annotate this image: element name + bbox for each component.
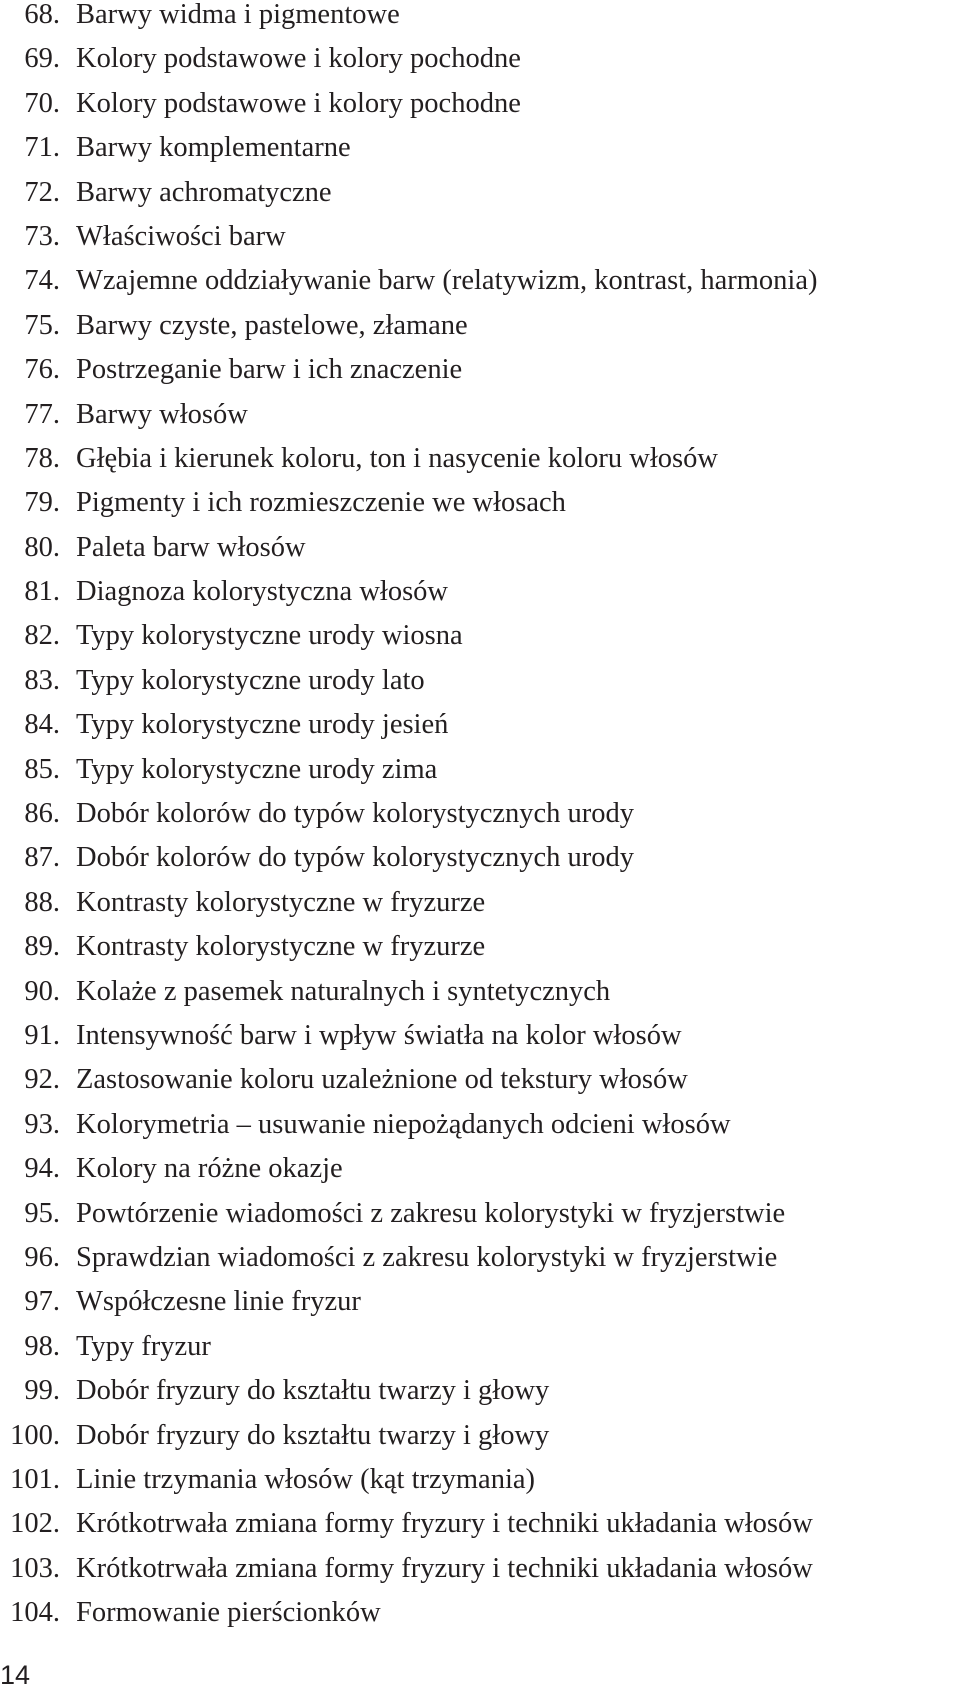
toc-entry-title: Głębia i kierunek koloru, ton i nasycenie koloru włosów	[76, 442, 718, 474]
toc-entry-title: Kontrasty kolorystyczne w fryzurze	[76, 931, 486, 963]
toc-entry-title: Barwy widma i pigmentowe	[76, 0, 400, 30]
toc-entry-title: Dobór kolorów do typów kolorystycznych urody	[76, 798, 635, 830]
toc-entry-number: 89.	[24, 931, 60, 963]
toc-entry-number: 96.	[24, 1241, 60, 1273]
toc-entry-title: Sprawdzian wiadomości z zakresu kolorystyki w fryzjerstwie	[76, 1241, 778, 1273]
toc-entry-number: 95.	[24, 1197, 60, 1229]
toc-entry-number: 76.	[24, 354, 60, 386]
toc-entry-number: 99.	[24, 1375, 60, 1407]
toc-entry-number: 71.	[24, 132, 60, 164]
toc-entry	[0, 266, 960, 310]
toc-entry-number: 84.	[24, 709, 60, 741]
toc-entry	[0, 755, 960, 799]
toc-entry-number: 79.	[24, 487, 60, 519]
toc-entry-number: 97.	[24, 1286, 60, 1318]
toc-entry-number: 74.	[24, 265, 60, 297]
toc-entry-title: Kolorymetria – usuwanie niepożądanych odcieni włosów	[76, 1108, 731, 1140]
toc-entry-title: Barwy czyste, pastelowe, złamane	[76, 309, 468, 341]
toc-entry-title: Współczesne linie fryzur	[76, 1286, 361, 1318]
toc-entry	[0, 1243, 960, 1287]
toc-entry-title: Kolory podstawowe i kolory pochodne	[76, 87, 521, 119]
toc-entry-title: Typy kolorystyczne urody zima	[76, 753, 438, 785]
toc-entry-title: Dobór fryzury do kształtu twarzy i głowy	[76, 1419, 550, 1451]
toc-entry	[0, 44, 960, 88]
page-number: 14	[0, 1660, 31, 1690]
toc-entry-title: Właściwości barw	[76, 220, 286, 252]
toc-entry	[0, 133, 960, 177]
toc-entry-number: 91.	[24, 1019, 60, 1051]
toc-entry	[0, 0, 960, 44]
toc-entry-number: 94.	[24, 1153, 60, 1185]
toc-entry-number: 73.	[24, 220, 60, 252]
toc-entry-title: Dobór fryzury do kształtu twarzy i głowy	[76, 1375, 550, 1407]
toc-entry-title: Krótkotrwała zmiana formy fryzury i techniki układania włosów	[76, 1552, 813, 1584]
toc-entry-number: 102.	[10, 1508, 60, 1540]
toc-entry-number: 83.	[24, 664, 60, 696]
toc-entry	[0, 888, 960, 932]
toc-entry-title: Krótkotrwała zmiana formy fryzury i techniki układania włosów	[76, 1508, 813, 1540]
toc-entry-title: Typy kolorystyczne urody lato	[76, 664, 425, 696]
toc-entry-title: Paleta barw włosów	[76, 531, 306, 563]
toc-entry	[0, 178, 960, 222]
toc-entry-title: Diagnoza kolorystyczna włosów	[76, 576, 448, 608]
toc-entry-number: 101.	[10, 1463, 60, 1495]
toc-entry	[0, 311, 960, 355]
toc-entry-number: 100.	[10, 1419, 60, 1451]
toc-entry-title: Typy kolorystyczne urody jesień	[76, 709, 449, 741]
toc-entry-number: 87.	[24, 842, 60, 874]
toc-entry-title: Typy fryzur	[76, 1330, 211, 1362]
toc-entry	[0, 1509, 960, 1553]
toc-entry-title: Kolaże z pasemek naturalnych i syntetycznych	[76, 975, 611, 1007]
toc-entry-title: Pigmenty i ich rozmieszczenie we włosach	[76, 487, 566, 519]
toc-entry	[0, 1598, 960, 1642]
toc-entry	[0, 444, 960, 488]
toc-entry-number: 70.	[24, 87, 60, 119]
toc-entry	[0, 1332, 960, 1376]
toc-entry	[0, 710, 960, 754]
toc-entry	[0, 621, 960, 665]
toc-entry	[0, 1065, 960, 1109]
toc-entry-title: Dobór kolorów do typów kolorystycznych urody	[76, 842, 635, 874]
toc-entry	[0, 977, 960, 1021]
toc-entry-number: 85.	[24, 753, 60, 785]
toc-entry-number: 86.	[24, 798, 60, 830]
toc-entry-number: 88.	[24, 886, 60, 918]
toc-entry-number: 90.	[24, 975, 60, 1007]
toc-entry-number: 80.	[24, 531, 60, 563]
toc-entry	[0, 488, 960, 532]
toc-entry	[0, 1154, 960, 1198]
toc-entry	[0, 932, 960, 976]
toc-entry	[0, 1376, 960, 1420]
toc-entry-title: Typy kolorystyczne urody wiosna	[76, 620, 463, 652]
toc-entry-number: 75.	[24, 309, 60, 341]
toc-entry-title: Formowanie pierścionków	[76, 1597, 381, 1629]
toc-entry-title: Zastosowanie koloru uzależnione od tekstury włosów	[76, 1064, 688, 1096]
toc-entry-number: 78.	[24, 442, 60, 474]
toc-entry-title: Kolory na różne okazje	[76, 1153, 343, 1185]
toc-entry-number: 98.	[24, 1330, 60, 1362]
toc-entry	[0, 222, 960, 266]
toc-entry-number: 77.	[24, 398, 60, 430]
toc-entry-number: 103.	[10, 1552, 60, 1584]
toc-entry-number: 104.	[10, 1597, 60, 1629]
toc-entry-title: Wzajemne oddziaływanie barw (relatywizm, kontrast, harmonia)	[76, 265, 818, 297]
toc-entry-number: 72.	[24, 176, 60, 208]
toc-entry	[0, 1554, 960, 1598]
toc-entry-title: Kontrasty kolorystyczne w fryzurze	[76, 886, 486, 918]
toc-entry	[0, 1421, 960, 1465]
toc-entry	[0, 355, 960, 399]
toc-entry-title: Barwy komplementarne	[76, 132, 351, 164]
toc-entry	[0, 1110, 960, 1154]
toc-entry-number: 82.	[24, 620, 60, 652]
toc-entry-title: Barwy achromatyczne	[76, 176, 332, 208]
toc-entry-title: Intensywność barw i wpływ światła na kolor włosów	[76, 1019, 682, 1051]
toc-entry	[0, 89, 960, 133]
toc-entry	[0, 1021, 960, 1065]
toc-entry-title: Kolory podstawowe i kolory pochodne	[76, 43, 521, 75]
toc-entry-number: 69.	[24, 43, 60, 75]
toc-entry-number: 68.	[24, 0, 60, 30]
toc-entry	[0, 843, 960, 887]
toc-entry	[0, 1465, 960, 1509]
toc-entry-title: Postrzeganie barw i ich znaczenie	[76, 354, 463, 386]
toc-entry	[0, 1287, 960, 1331]
toc-entry-number: 92.	[24, 1064, 60, 1096]
toc-entry	[0, 533, 960, 577]
toc-entry-title: Powtórzenie wiadomości z zakresu kolorystyki w fryzjerstwie	[76, 1197, 786, 1229]
toc-entry	[0, 577, 960, 621]
toc-entry	[0, 666, 960, 710]
toc-entry-title: Linie trzymania włosów (kąt trzymania)	[76, 1463, 536, 1495]
toc-entry	[0, 1199, 960, 1243]
toc-entry	[0, 400, 960, 444]
toc-entry-number: 93.	[24, 1108, 60, 1140]
toc-entry	[0, 799, 960, 843]
toc-entry-title: Barwy włosów	[76, 398, 248, 430]
toc-entry-number: 81.	[24, 576, 60, 608]
